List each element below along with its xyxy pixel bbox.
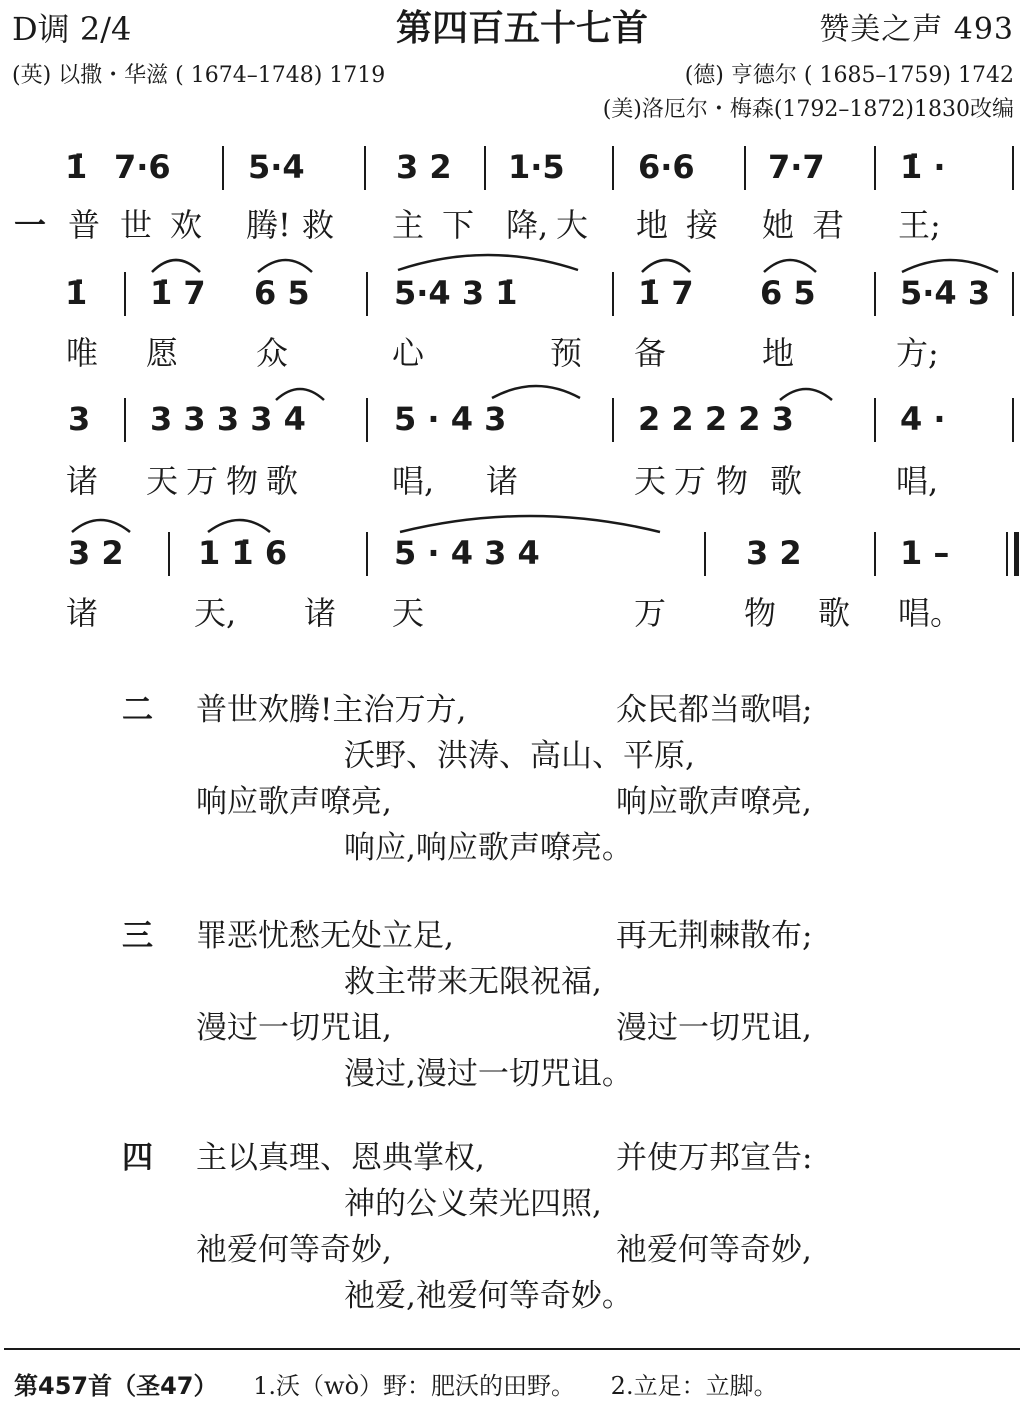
note-group: 2 2 2 2 3 xyxy=(638,400,794,438)
stanza-line: 救主带来无限祝福, xyxy=(344,964,602,1000)
note-group: 1 1̇ 6 xyxy=(198,534,288,572)
stanza-line: 祂爱何等奇妙, xyxy=(616,1232,812,1268)
stanza-line: 罪恶忧愁无处立足, xyxy=(196,918,454,954)
lyric: 下 xyxy=(442,206,475,244)
lyric: 主 xyxy=(392,206,425,244)
note-group: 3 2 xyxy=(396,148,452,186)
lyric: 她 xyxy=(762,206,795,244)
lyric: 君 xyxy=(812,206,845,244)
note-group: 1̇ · xyxy=(900,148,946,186)
lyric: 诸 xyxy=(66,594,99,632)
lyric: 万 xyxy=(634,594,667,632)
footnote-item: 2.立足：立脚。 xyxy=(610,1372,778,1400)
lyric: 预 xyxy=(550,334,583,372)
lyric: 物 xyxy=(226,462,259,500)
hymn-title: 第四百五十七首 xyxy=(396,8,649,49)
composer-credit: (德) 亨德尔 ( 1685–1759) 1742 xyxy=(684,63,1014,88)
stanza-line: 普世欢腾!主治万方, xyxy=(196,692,467,728)
lyric: 王; xyxy=(898,206,941,244)
lyric: 唱, xyxy=(896,462,939,500)
lyric: 物 xyxy=(716,462,749,500)
stanza-line: 祂爱何等奇妙, xyxy=(196,1232,392,1268)
lyric: 歌 xyxy=(770,462,803,500)
lyric: 腾! xyxy=(246,206,291,244)
lyric: 地 xyxy=(636,206,669,244)
stanza-line: 漫过,漫过一切咒诅。 xyxy=(344,1056,633,1092)
lyric: 诸 xyxy=(304,594,337,632)
slur xyxy=(258,260,312,272)
lyric: 救 xyxy=(302,206,335,244)
lyric: 地 xyxy=(762,334,795,372)
footnote-item: 1.沃（wò）野：肥沃的田野。 xyxy=(253,1372,576,1400)
slur xyxy=(400,516,660,532)
stanza-line: 沃野、洪涛、高山、平原, xyxy=(344,738,695,774)
stanza-line: 响应歌声嘹亮, xyxy=(616,784,812,820)
note-group: 1̇ 7 xyxy=(638,274,694,312)
stanza-line: 再无荆棘散布; xyxy=(616,918,813,954)
note-group: 1·5 xyxy=(508,148,565,186)
stanza-line: 响应,响应歌声嘹亮。 xyxy=(344,830,633,866)
note-group: 5·4 3 1̇ xyxy=(394,274,518,312)
lyric: 歌 xyxy=(266,462,299,500)
note-group: 1 – xyxy=(900,534,950,572)
note-group: 4 · xyxy=(900,400,946,438)
note-group: 7·6 xyxy=(114,148,171,186)
lyric: 万 xyxy=(674,462,707,500)
lyric: 世 xyxy=(120,206,153,244)
slur xyxy=(276,389,324,400)
slur xyxy=(152,260,200,272)
footnote-label: 第457首（圣47） xyxy=(14,1372,218,1400)
slur xyxy=(208,520,270,532)
note-group: 1̇ xyxy=(65,148,88,186)
lyric: 天 xyxy=(634,462,667,500)
lyric: 方; xyxy=(896,334,939,372)
stanza-line: 并使万邦宣告: xyxy=(616,1140,813,1176)
note-group: 7·7 xyxy=(768,148,825,186)
lyric: 愿 xyxy=(146,334,179,372)
key-signature: D调 2/4 xyxy=(12,10,132,48)
slur xyxy=(780,389,832,400)
lyric: 备 xyxy=(634,334,667,372)
stanza-line: 漫过一切咒诅, xyxy=(196,1010,392,1046)
lyric: 大 xyxy=(556,206,589,244)
note-group: 5·4 3 xyxy=(900,274,991,312)
lyricist-credit: (英) 以撒・华滋 ( 1674–1748) 1719 xyxy=(12,63,386,88)
lyric: 物 xyxy=(744,594,777,632)
note-group: 1̇ xyxy=(65,274,88,312)
footnote xyxy=(14,1366,778,1401)
lyric: 诸 xyxy=(486,462,519,500)
lyric: 歌 xyxy=(818,594,851,632)
note-group: 5 · 4 3 4 xyxy=(394,534,540,572)
stanza-line: 众民都当歌唱; xyxy=(616,692,813,728)
lyric: 唱, xyxy=(392,462,435,500)
stanza-line: 神的公义荣光四照, xyxy=(344,1186,602,1222)
lyric: 唯 xyxy=(66,334,99,372)
lyric: 降, xyxy=(506,206,549,244)
note-group: 1̇ 7 xyxy=(150,274,206,312)
lyric: 万 xyxy=(186,462,219,500)
note-group: 3 2 xyxy=(68,534,124,572)
stanza-line: 主以真理、恩典掌权, xyxy=(196,1140,485,1176)
note-group: 3 2 xyxy=(746,534,802,572)
slur xyxy=(902,260,998,272)
stanza-line: 祂爱,祂爱何等奇妙。 xyxy=(344,1278,633,1314)
note-group: 6 5 xyxy=(760,274,816,312)
stanza-number: 四 xyxy=(122,1140,153,1176)
note-group: 5 · 4 3 xyxy=(394,400,507,438)
lyric: 天, xyxy=(194,594,237,632)
footnote-divider xyxy=(4,1348,1020,1350)
verse-number: 一 xyxy=(14,206,47,244)
stanza-number: 三 xyxy=(122,918,153,954)
slur xyxy=(492,386,580,398)
stanza-line: 漫过一切咒诅, xyxy=(616,1010,812,1046)
slur-marks xyxy=(0,0,1024,640)
lyric: 欢 xyxy=(170,206,203,244)
lyric: 诸 xyxy=(66,462,99,500)
note-group: 3 3 3 3 4 xyxy=(150,400,306,438)
arranger-credit: (美)洛厄尔・梅森(1792–1872)1830改编 xyxy=(602,97,1014,122)
stanza-line: 响应歌声嘹亮, xyxy=(196,784,392,820)
slur xyxy=(642,260,690,272)
lyric: 众 xyxy=(256,334,289,372)
lyric: 接 xyxy=(686,206,719,244)
slur xyxy=(764,260,816,272)
note-group: 5·4 xyxy=(248,148,305,186)
lyric: 天 xyxy=(392,594,425,632)
lyric: 普 xyxy=(68,206,101,244)
lyric: 天 xyxy=(146,462,179,500)
hymnal-page-number: 赞美之声 493 xyxy=(819,12,1014,47)
note-group: 3 xyxy=(68,400,91,438)
note-group: 6·6 xyxy=(638,148,695,186)
stanza-number: 二 xyxy=(122,692,153,728)
note-group: 6 5 xyxy=(254,274,310,312)
lyric: 唱。 xyxy=(898,594,963,632)
slur xyxy=(72,520,130,532)
lyric: 心 xyxy=(392,334,425,372)
slur xyxy=(398,255,578,270)
